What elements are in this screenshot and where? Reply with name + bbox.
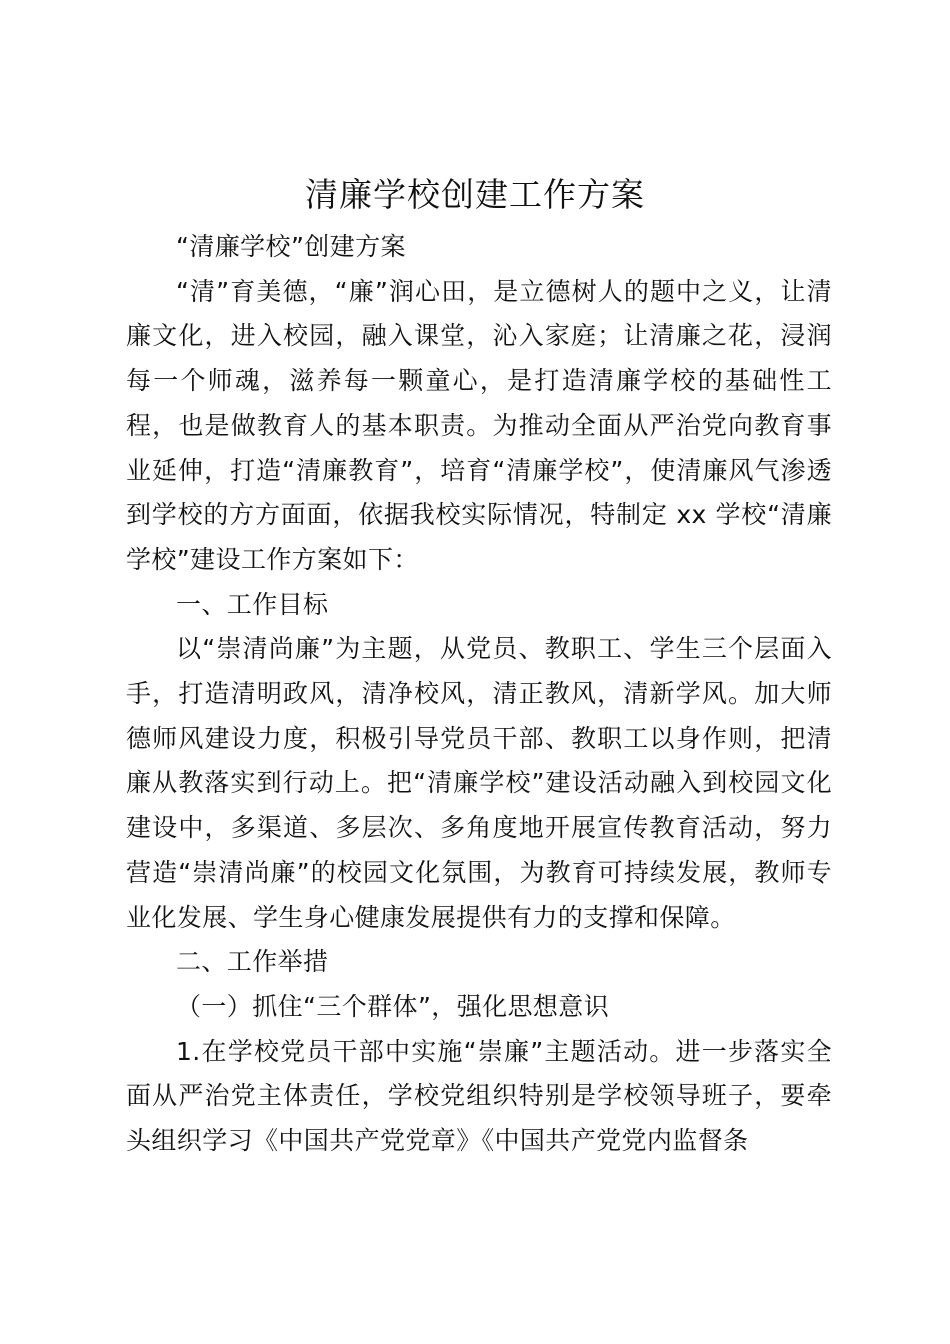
section-heading-measures: 二、工作举措 [176,947,329,977]
document-subtitle: “清廉学校”创建方案 [176,232,406,261]
document-title: 清廉学校创建工作方案 [305,175,645,214]
subsection-heading-three-groups: （一）抓住“三个群体”，强化思想意识 [176,991,610,1021]
intro-paragraph: “清”育美德，“廉”润心田，是立德树人的题中之义，让清廉文化，进入校园，融入课堂，沁入家庭；让清廉之花，浸润每一个师魂，滋养每一颗童心，是打造清廉学校的基础性工程，也是做教育人的基本职责。为推动全面从严治党向教育事业延伸，打造“清廉教育”，培育“清廉学校”，使清廉风气渗透到学校的方方面面，依据我校实际情况，特制定 xx 学校“清廉学校”建设工作方案如下： [126,276,832,574]
measure-item-1-paragraph: 1.在学校党员干部中实施“崇廉”主题活动。进一步落实全面从严治党主体责任，学校党组织特别是学校领导班子，要牵头组织学习《中国共产党党章》《中国共产党党内监督条 [126,1036,832,1156]
goals-paragraph: 以“崇清尚廉”为主题，从党员、教职工、学生三个层面入手，打造清明政风，清净校风，清正教风，清新学风。加大师德师风建设力度，积极引导党员干部、教职工以身作则，把清廉从教落实到行动上。把“清廉学校”建设活动融入到校园文化建设中，多渠道、多层次、多角度地开展宣传教育活动，努力营造“崇清尚廉”的校园文化氛围，为教育可持续发展，教师专业化发展、学生身心健康发展提供有力的支撑和保障。 [126,634,832,932]
document-body [126,225,832,1164]
section-heading-goals: 一、工作目标 [176,589,329,619]
